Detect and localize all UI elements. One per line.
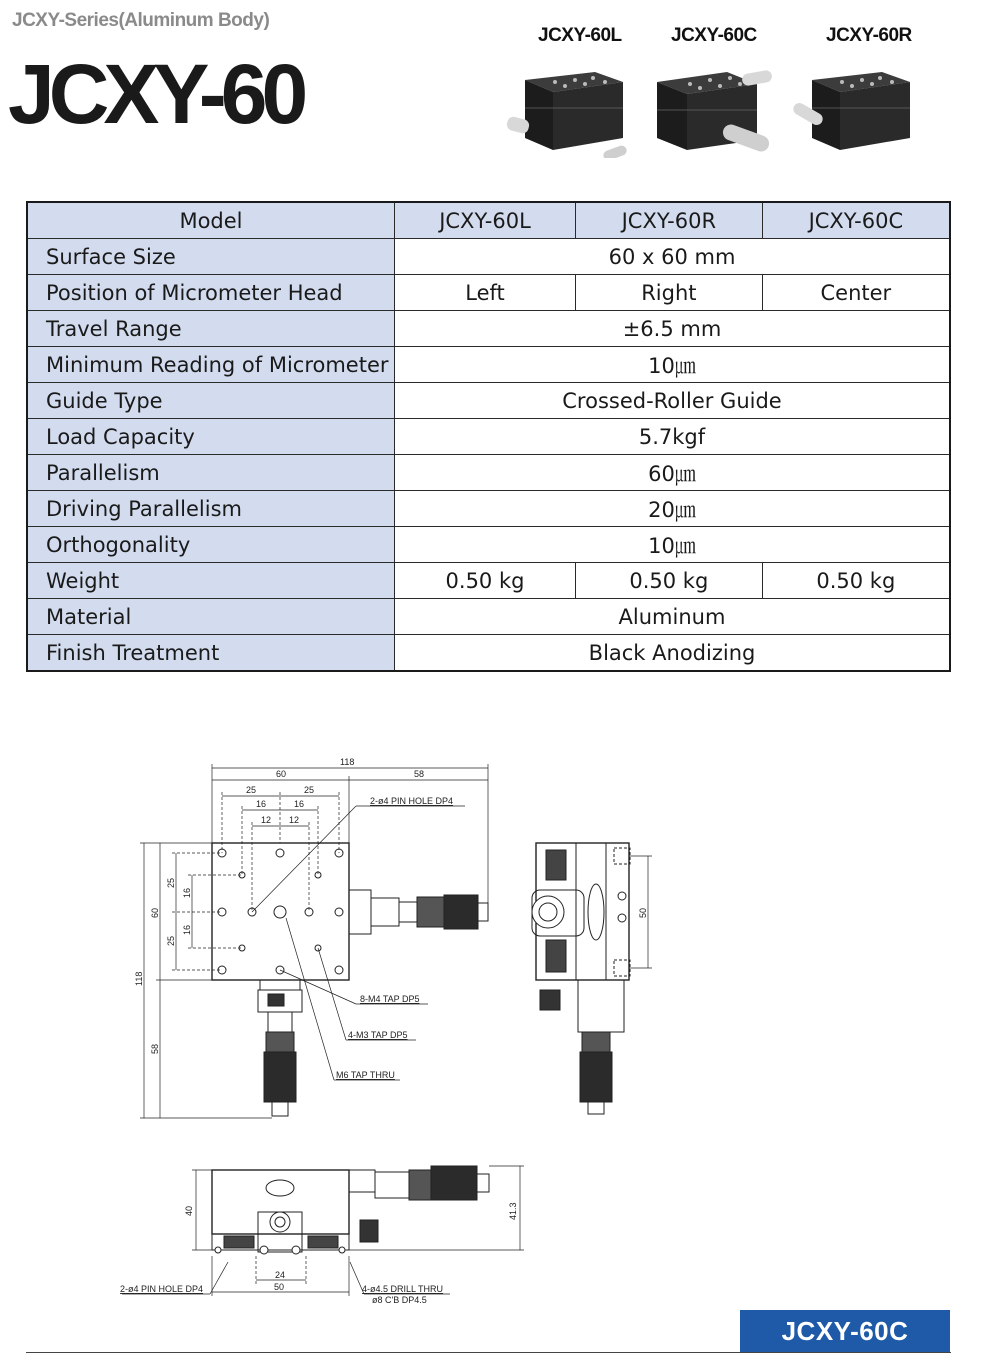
- spec-table: [26, 201, 951, 672]
- dim-v16-top: 16: [182, 887, 192, 898]
- row-value: 0.50 kg: [576, 563, 763, 599]
- row-label: Parallelism: [27, 455, 395, 491]
- callout-pin-hole-front: 2-ø4 PIN HOLE DP4: [120, 1284, 204, 1294]
- dim-25-right: 25: [304, 785, 315, 795]
- variant-label-60c: JCXY-60C: [671, 25, 757, 46]
- row-value: 60 x 60 mm: [395, 239, 951, 275]
- side-view: [532, 843, 652, 1114]
- row-label: Surface Size: [27, 239, 395, 275]
- dim-12-right: 12: [289, 815, 300, 825]
- table-row: [27, 311, 950, 347]
- dim-v16-bottom: 16: [182, 924, 192, 935]
- row-label: Weight: [27, 563, 395, 599]
- dim-v25-top: 25: [166, 877, 176, 888]
- callout-drill-thru: 4-ø4.5 DRILL THRU: [362, 1284, 444, 1294]
- variant-label-60l: JCXY-60L: [538, 25, 622, 46]
- row-value: 10㎛: [395, 347, 951, 383]
- dim-front-24: 24: [275, 1270, 286, 1280]
- dim-v60: 60: [150, 907, 160, 918]
- row-value: 10㎛: [395, 527, 951, 563]
- stage-photo-60c: [652, 58, 777, 158]
- callout-m3-tap: 4-M3 TAP DP5: [348, 1030, 408, 1040]
- variant-label-60r: JCXY-60R: [826, 25, 912, 46]
- table-row: [27, 455, 950, 491]
- dim-v58: 58: [150, 1043, 160, 1054]
- dim-front-50: 50: [274, 1282, 285, 1292]
- table-row: [27, 419, 950, 455]
- callout-m6-tap: M6 TAP THRU: [336, 1070, 395, 1080]
- row-label: Finish Treatment: [27, 635, 395, 672]
- table-row: [27, 347, 950, 383]
- callout-m4-tap: 8-M4 TAP DP5: [360, 994, 420, 1004]
- dim-16-right: 16: [294, 799, 305, 809]
- row-value: Crossed-Roller Guide: [395, 383, 951, 419]
- row-label: Travel Range: [27, 311, 395, 347]
- dim-front-41-3: 41.3: [508, 1202, 518, 1220]
- top-view: [140, 764, 488, 1118]
- header-cell-60c: JCXY-60C: [762, 202, 950, 239]
- dim-side-50: 50: [638, 907, 648, 918]
- row-value: Right: [576, 275, 763, 311]
- dim-v118: 118: [134, 971, 144, 986]
- product-title: JCXY-60: [8, 47, 303, 141]
- row-label: Orthogonality: [27, 527, 395, 563]
- row-value: ±6.5 mm: [395, 311, 951, 347]
- table-row: [27, 563, 950, 599]
- dim-118: 118: [340, 757, 355, 767]
- row-value: 0.50 kg: [395, 563, 576, 599]
- table-row: [27, 635, 950, 672]
- row-value: Aluminum: [395, 599, 951, 635]
- row-value: Black Anodizing: [395, 635, 951, 672]
- header-cell-model: Model: [27, 202, 395, 239]
- row-label: Position of Micrometer Head: [27, 275, 395, 311]
- header-cell-60l: JCXY-60L: [395, 202, 576, 239]
- row-label: Driving Parallelism: [27, 491, 395, 527]
- callout-pin-hole-top: 2-ø4 PIN HOLE DP4: [370, 796, 454, 806]
- row-label: Guide Type: [27, 383, 395, 419]
- header-cell-60r: JCXY-60R: [576, 202, 763, 239]
- row-value: Center: [762, 275, 950, 311]
- dim-58: 58: [414, 769, 425, 779]
- technical-drawing: [0, 740, 1000, 1310]
- table-row: [27, 239, 950, 275]
- row-label: Load Capacity: [27, 419, 395, 455]
- table-row: [27, 491, 950, 527]
- dim-front-40: 40: [184, 1205, 194, 1216]
- front-view: [122, 1166, 524, 1296]
- table-row: [27, 527, 950, 563]
- row-value: 20㎛: [395, 491, 951, 527]
- table-row: [27, 383, 950, 419]
- series-title: JCXY-Series(Aluminum Body): [12, 10, 270, 31]
- table-header-row: [27, 202, 950, 239]
- dim-16-left: 16: [256, 799, 267, 809]
- table-row: [27, 275, 950, 311]
- footer-divider: [26, 1352, 951, 1353]
- dim-60: 60: [276, 769, 287, 779]
- row-label: Material: [27, 599, 395, 635]
- dim-12-left: 12: [261, 815, 272, 825]
- table-row: [27, 599, 950, 635]
- dim-25-left: 25: [246, 785, 257, 795]
- row-label: Minimum Reading of Micrometer: [27, 347, 395, 383]
- row-value: Left: [395, 275, 576, 311]
- callout-counterbore: ø8 C'B DP4.5: [372, 1295, 427, 1305]
- model-badge: JCXY-60C: [740, 1310, 950, 1352]
- dim-v25-bottom: 25: [166, 935, 176, 946]
- row-value: 0.50 kg: [762, 563, 950, 599]
- stage-photo-60r: [792, 58, 917, 158]
- row-value: 5.7kgf: [395, 419, 951, 455]
- row-value: 60㎛: [395, 455, 951, 491]
- stage-photo-60l: [505, 58, 630, 158]
